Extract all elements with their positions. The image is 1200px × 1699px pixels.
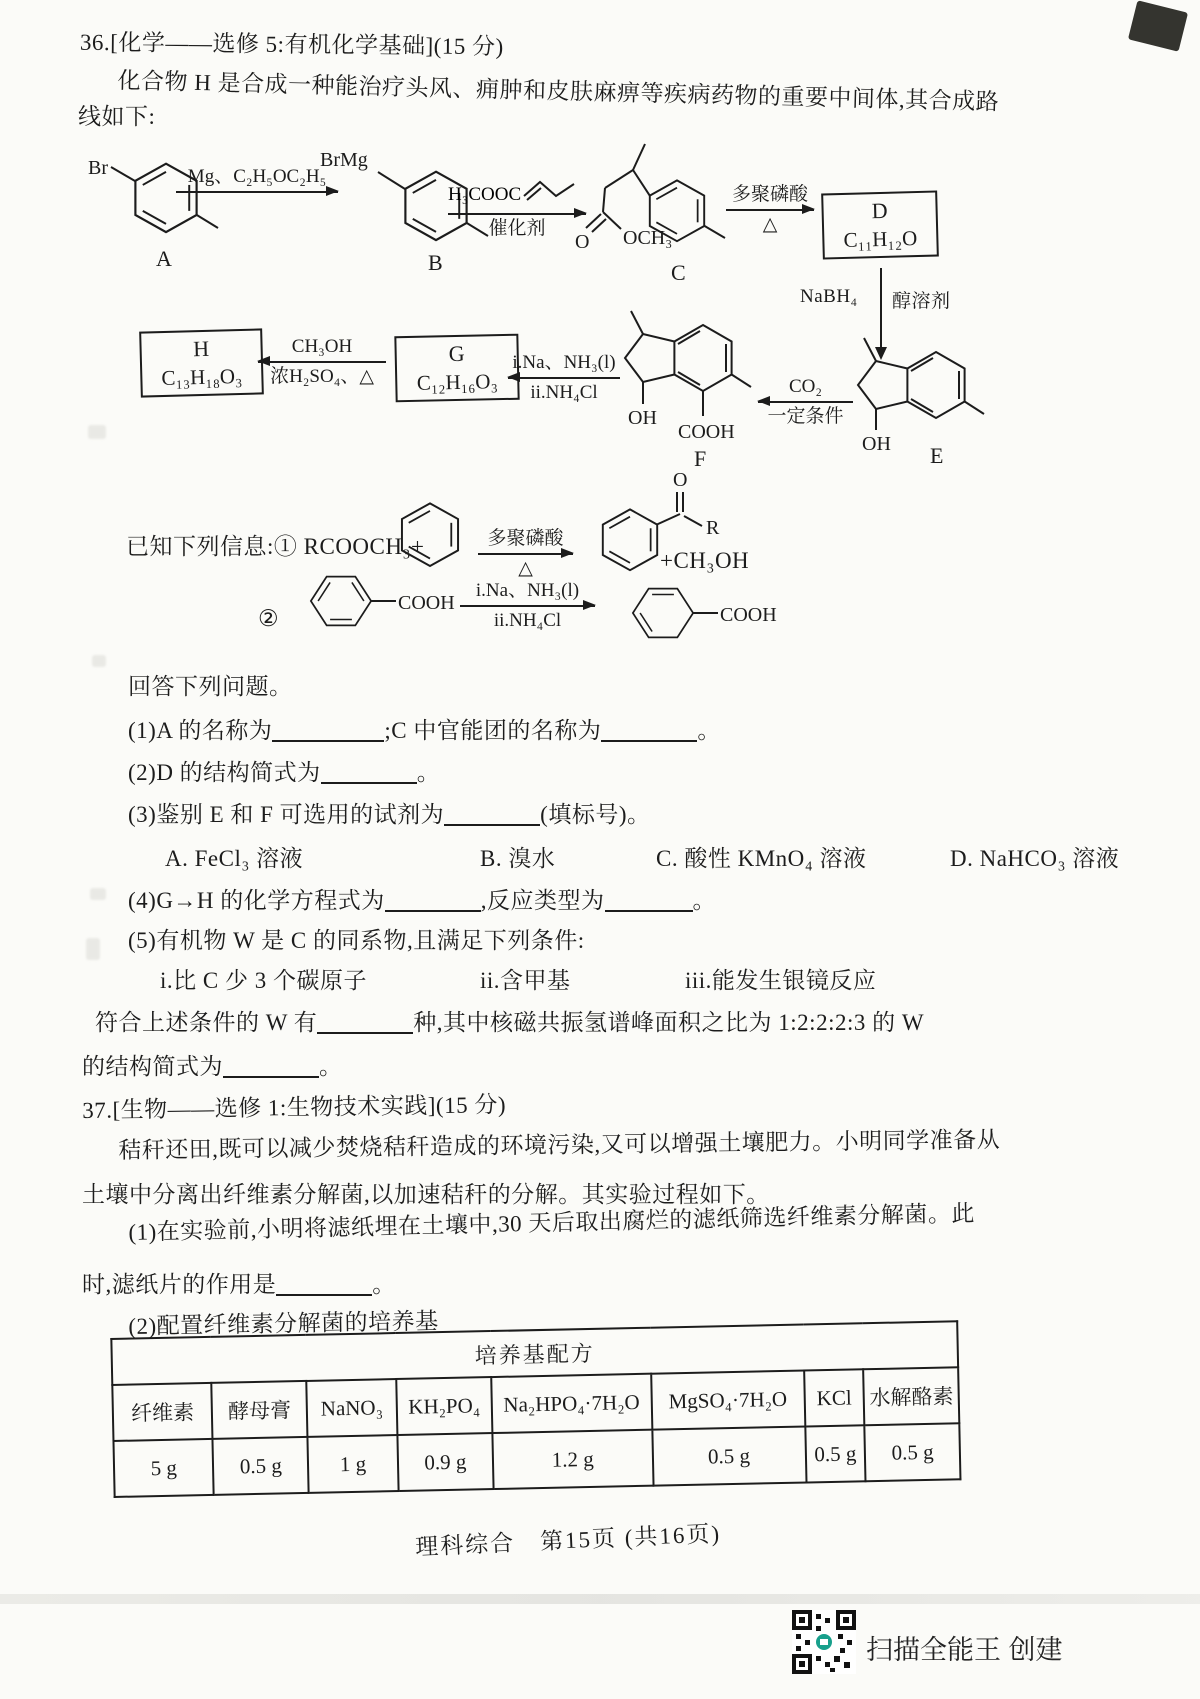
q5-condition-3: iii.能发生银镜反应 [685,968,877,993]
info1-ketone-o-label: O [673,469,688,491]
qr-code-icon [792,1610,856,1674]
col-header-nano3: NaNO₃ [306,1379,397,1437]
info1-arrow-reagent: 多聚磷酸 [487,528,564,549]
q1-part-c: 。 [697,718,721,743]
compound-h-formula: C₁₃H₁₈O₃ [161,363,243,390]
q3-blank [444,804,540,826]
arrow5-step1: i.Na、NH₃(l) [512,352,616,373]
q37-para-2: 土壤中分离出纤维素分解菌,以加速秸秆的分解。其实验过程如下。 [82,1182,770,1207]
q2-blank [321,762,417,784]
q5-condition-2: ii.含甲基 [480,968,571,993]
compound-d-label: D [871,197,888,224]
arrow5-step2: ii.NH₄Cl [530,382,598,404]
q2-part-b: 。 [416,760,441,785]
q3-option-a: A. FeCl₃ 溶液 [165,846,304,871]
reaction-arrow-6 [258,336,386,388]
value-mgso4: 0.5 g [652,1426,806,1485]
compound-a-label: A [156,246,172,271]
arrow3-condition: △ [762,214,778,236]
camscanner-watermark: 扫描全能王 创建 [866,1635,1063,1665]
f-carboxyl-label: COOH [678,421,735,443]
info2-number: ② [258,606,280,631]
value-cellulose: 5 g [113,1439,214,1497]
col-header-na2hpo4: Na₂HPO₄·7H₂O [491,1374,652,1433]
q4-part-a: (4)G→H 的化学方程式为 [128,888,385,913]
reaction-arrow-1 [176,166,338,196]
q5b-blank [317,1012,413,1034]
info1-byproduct: +CH₃OH [660,548,750,573]
compound-e-label: E [930,443,944,468]
q4-part-c: 。 [692,888,717,913]
col-header-mgso4: MgSO₄·7H₂O [651,1371,805,1430]
q37-q1-part-a: 时,滤纸片的作用是 [82,1272,277,1297]
info2-cooh-label: COOH [398,592,455,614]
compound-g-formula: C₁₂H₁₆O₃ [416,368,498,395]
value-na2hpo4: 1.2 g [492,1430,653,1489]
formula-box-h [139,328,264,397]
q36-title: 36.[化学——选修 5:有机化学基础](15 分) [79,29,504,60]
q37-q2-label: (2)配置纤维素分解菌的培养基 [128,1308,439,1339]
q5b-part-b: 种,其中核磁共振氢谱峰面积之比为 1:2:2:2:3 的 W [413,1010,925,1035]
page-footer: 理科综合 第15页 (共16页) [414,1521,722,1560]
col-header-yeast-extract: 酵母膏 [212,1381,308,1439]
q1-blank-2 [601,720,697,742]
e-hydroxyl-label: OH [862,433,891,455]
q5c-blank [223,1056,319,1078]
q5-line-3 [82,1048,343,1081]
q37-q1-part-b: 。 [372,1272,396,1297]
q5c-part-a: 的结构简式为 [82,1054,223,1079]
q4-blank-1 [385,890,481,912]
q5b-part-a: 符合上述条件的 W 有 [95,1010,318,1035]
info1-arrow [478,528,573,580]
question-3 [128,796,651,829]
q1-part-b: ;C 中官能团的名称为 [384,718,602,743]
formula-box-d [821,190,939,259]
compound-b-label: B [428,250,443,275]
question-2 [128,754,440,787]
q4-part-b: ,反应类型为 [480,888,605,913]
q2-part-a: (2)D 的结构简式为 [128,760,321,785]
col-header-kh2po4: KH₂PO₄ [396,1377,492,1435]
col-header-cellulose: 纤维素 [112,1383,213,1441]
q5-line-2 [95,1004,924,1037]
compound-f-label: F [694,446,707,471]
table-title: 培养基配方 [111,1321,958,1385]
q37-para-1: 秸秆还田,既可以减少焚烧秸秆造成的环境污染,又可以增强土壤肥力。小明同学准备从 [118,1127,1001,1163]
answer-prompt: 回答下列问题。 [128,674,293,699]
reaction-arrow-2 [448,172,586,240]
q4-blank-2 [605,890,693,912]
q1-blank-1 [272,720,384,742]
q3-part-a: (3)鉴别 E 和 F 可选用的试剂为 [128,802,445,827]
formula-box-g [394,334,519,402]
f-hydroxyl-label: OH [628,407,657,429]
info2-product [612,570,822,670]
info2-arrow-step2: ii.NH₄Cl [493,610,562,632]
q5c-part-b: 。 [319,1054,343,1079]
structure-a [78,138,243,270]
q3-option-c: C. 酸性 KMnO₄ 溶液 [656,846,867,871]
compound-g-label: G [448,340,465,367]
reaction-arrow-3 [726,184,814,236]
arrow6-reagent: CH₃OH [291,336,353,357]
arrow4-condition: 一定条件 [767,406,844,428]
info1-arrow-condition: △ [518,558,533,580]
q37-q1-line1: (1)在实验前,小明将滤纸埋在土壤中,30 天后取出腐烂的滤纸筛选纤维素分解菌。此 [128,1200,976,1245]
q37-q1-blank [276,1274,372,1296]
arrow2-condition: 催化剂 [488,218,546,240]
q3-option-d: D. NaHCO₃ 溶液 [950,846,1120,871]
arrow-down-solvent: 醇溶剂 [892,291,951,312]
q3-option-b: B. 溴水 [480,846,556,871]
bromo-label: Br [88,157,108,179]
info2-arrow [460,580,595,632]
arrow1-reagents: Mg、C₂H₅OC₂H₅ [187,166,327,187]
carbonyl-o-label: O [575,231,590,253]
info2-arrow-step1: i.Na、NH₃(l) [475,580,580,601]
q37-title: 37.[生物——选修 1:生物技术实践](15 分) [82,1092,507,1123]
question-1 [128,712,721,745]
compound-c-label: C [671,260,686,285]
arrow4-reagent: CO₂ [788,376,823,397]
col-header-casein: 水解酪素 [864,1367,960,1425]
value-kcl: 0.5 g [805,1425,866,1482]
scan-edge-mark [1128,0,1188,51]
medium-recipe-table [110,1320,961,1498]
info-intro: 已知下列信息:① RCOOCH₃+ [126,534,425,559]
ester-och3-label: OCH₃ [623,227,673,249]
q3-part-b: (填标号)。 [540,802,651,827]
value-kh2po4: 0.9 g [397,1433,493,1491]
value-casein: 0.5 g [865,1423,961,1481]
q36-intro-line1: 化合物 H 是合成一种能治疗头风、痈肿和皮肤麻痹等疾病药物的重要中间体,其合成路 [117,67,1000,115]
structure-e [848,330,993,475]
q36-intro-line2: 线如下: [78,104,156,129]
question-5: (5)有机物 W 是 C 的同系物,且满足下列条件: [128,928,585,953]
scan-shadow-band [0,1594,1200,1604]
compound-d-formula: C₁₁H₁₂O [843,225,918,252]
bromomagnesium-label: BrMg [320,149,368,171]
crotonate-ester-label: H₃COOC [448,184,522,205]
reaction-arrow-4 [758,376,853,428]
arrow-down-reagent: NaBH₄ [800,286,858,307]
question-4 [128,882,716,915]
reaction-arrow-5 [508,352,620,404]
q1-part-a: (1)A 的名称为 [128,718,273,743]
arrow3-reagent: 多聚磷酸 [731,184,808,205]
col-header-kcl: KCl [804,1369,865,1426]
q37-q1-line2 [82,1266,396,1299]
value-yeast-extract: 0.5 g [213,1437,309,1495]
compound-h-label: H [192,335,210,362]
q5-condition-1: i.比 C 少 3 个碳原子 [160,968,367,993]
info1-r-label: R [706,517,720,539]
info2-product-cooh-label: COOH [720,604,777,626]
value-nano3: 1 g [307,1435,398,1493]
arrow6-condition: 浓H₂SO₄、△ [270,366,374,388]
